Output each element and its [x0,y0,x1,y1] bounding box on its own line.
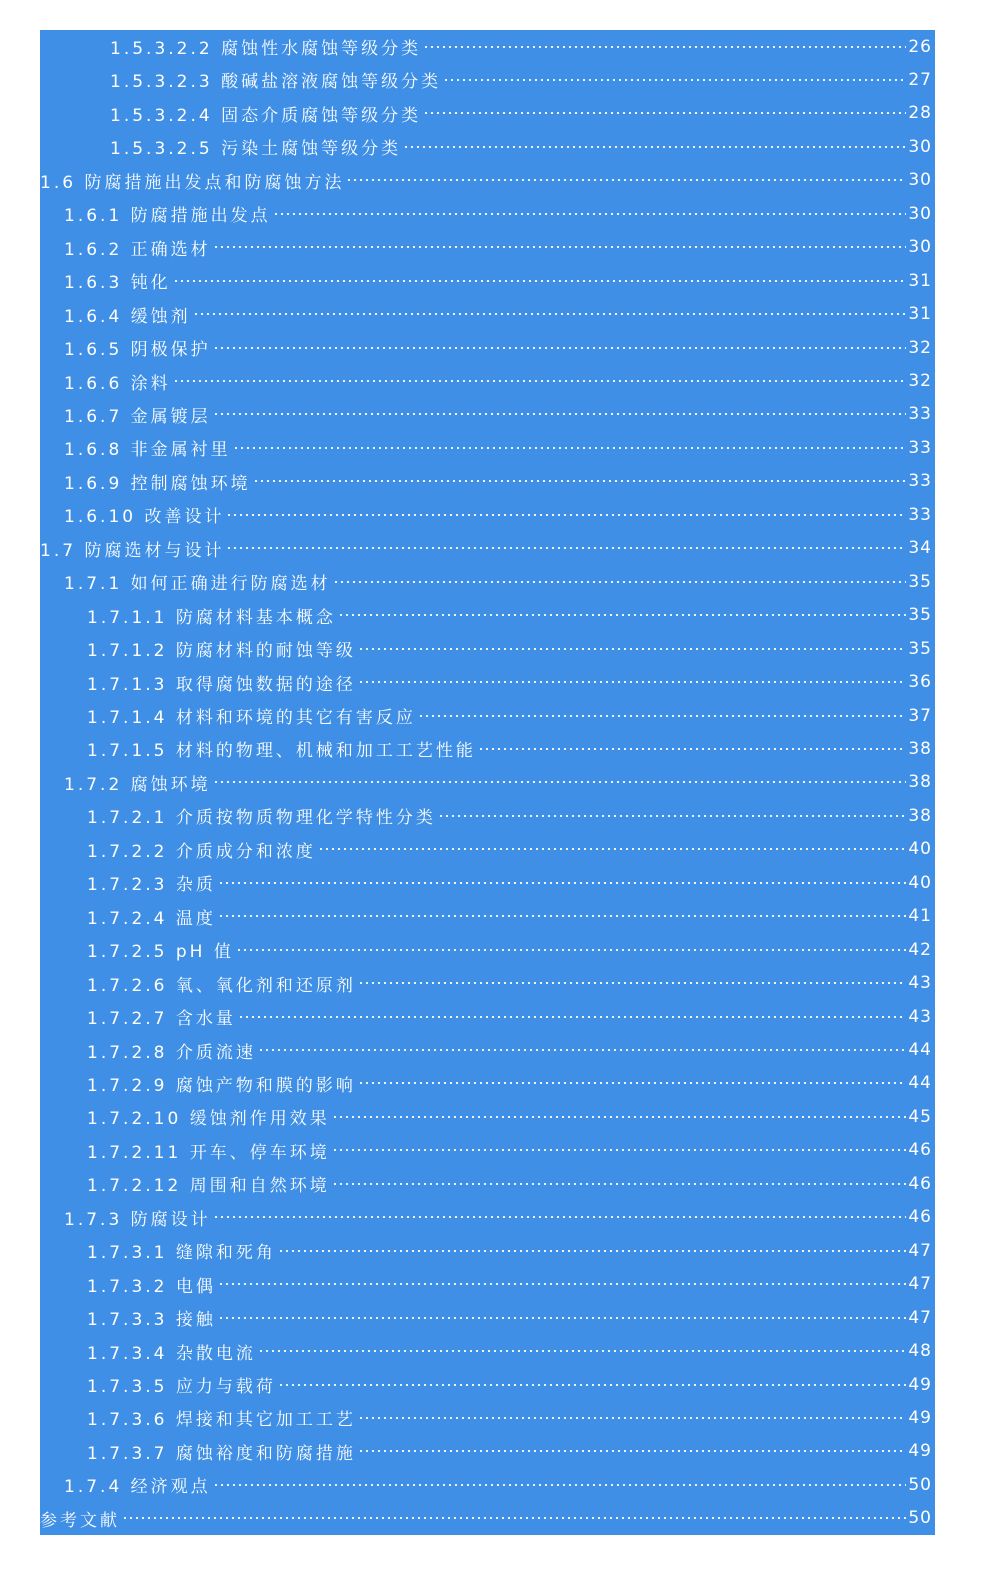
dot-leader [443,79,906,81]
toc-entry-title: 1.6.6 涂料 [64,373,171,394]
dot-leader [218,1283,906,1285]
toc-entry[interactable] [40,799,935,832]
toc-entry-title: 1.7.2.4 温度 [87,908,216,929]
toc-entry-page-number: 47 [908,1307,932,1328]
toc-entry[interactable] [40,1335,935,1368]
dot-leader [173,380,907,382]
toc-entry-title: 1.7.2.3 杂质 [87,875,216,896]
dot-leader [238,1016,906,1018]
toc-entry-page-number: 50 [908,1508,932,1529]
toc-entry-title: 1.7.3.6 焊接和其它加工工艺 [87,1410,356,1431]
toc-entry-title: 1.7.3 防腐设计 [64,1209,211,1230]
toc-entry-page-number: 46 [908,1207,932,1228]
dot-leader [423,46,906,48]
toc-entry-title: 1.7.2.9 腐蚀产物和膜的影响 [87,1075,356,1096]
toc-entry[interactable] [40,130,935,163]
toc-entry-title: 1.6.7 金属镀层 [64,406,211,427]
toc-entry[interactable] [40,498,935,531]
toc-entry-page-number: 28 [908,103,932,124]
toc-entry-page-number: 49 [908,1441,932,1462]
toc-entry[interactable] [40,164,935,197]
dot-leader [193,313,907,315]
toc-entry[interactable] [40,900,935,933]
toc-entry[interactable] [40,866,935,899]
toc-entry-page-number: 49 [908,1374,932,1395]
dot-leader [478,748,906,750]
dot-leader [226,514,906,516]
toc-entry[interactable] [40,63,935,96]
dot-leader [218,1317,906,1319]
toc-entry-page-number: 46 [908,1140,932,1161]
toc-entry-title: 1.6.8 非金属衬里 [64,440,231,461]
toc-entry-title: 1.7.4 经济观点 [64,1477,211,1498]
toc-entry-page-number: 34 [908,538,932,559]
toc-entry-title: 1.6.9 控制腐蚀环境 [64,473,251,494]
toc-entry[interactable] [40,833,935,866]
toc-entry-page-number: 41 [908,906,932,927]
toc-entry-page-number: 44 [908,1040,932,1060]
toc-entry-title: 1.5.3.2.2 腐蚀性水腐蚀等级分类 [110,39,422,59]
toc-entry-page-number: 32 [908,371,932,391]
dot-leader [423,112,906,114]
dot-leader [213,246,907,248]
dot-leader [332,1116,907,1118]
toc-entry-title: 1.7.1.1 防腐材料基本概念 [87,607,336,628]
dot-leader [438,815,906,817]
toc-entry-title: 1.6.10 改善设计 [64,507,225,528]
toc-entry-title: 1.7.2.8 介质流速 [87,1042,256,1063]
dot-leader [358,681,906,683]
toc-entry-page-number: 36 [908,672,932,693]
toc-entry[interactable] [40,632,935,665]
toc-entry-page-number: 40 [908,839,932,860]
toc-entry[interactable] [40,298,935,331]
table-of-contents [40,30,935,1535]
toc-entry[interactable] [40,1468,935,1501]
toc-entry[interactable] [40,1067,935,1100]
toc-entry[interactable] [40,197,935,230]
toc-entry[interactable] [40,532,935,565]
dot-leader [233,447,907,449]
toc-entry-title: 1.6.4 缓蚀剂 [64,306,191,327]
toc-entry-page-number: 49 [908,1407,932,1428]
toc-entry-title: 1.7.2.5 pH 值 [87,942,234,963]
toc-entry[interactable] [40,1401,935,1434]
toc-entry-title: 1.7.2.12 周围和自然环境 [87,1176,330,1197]
toc-entry-page-number: 35 [908,605,932,626]
dot-leader [213,1216,907,1218]
dot-leader [332,1149,907,1151]
dot-leader [213,781,907,783]
toc-entry[interactable] [40,331,935,364]
toc-entry-title: 1.7.1.4 材料和环境的其它有害反应 [87,708,416,728]
toc-entry-page-number: 38 [908,738,932,759]
dot-leader [332,1183,907,1185]
dot-leader [358,1082,906,1084]
toc-entry-page-number: 30 [908,170,932,191]
toc-entry-title: 1.7.3.1 缝隙和死角 [87,1243,276,1264]
toc-entry-page-number: 30 [908,237,932,258]
toc-entry-title: 1.7 防腐选材与设计 [40,540,225,561]
dot-leader [173,280,907,282]
dot-leader [318,848,906,850]
toc-entry-title: 1.7.2.7 含水量 [87,1009,236,1030]
dot-leader [346,179,906,181]
toc-entry-page-number: 47 [908,1274,932,1295]
toc-entry-page-number: 30 [908,203,932,224]
dot-leader [218,915,906,917]
toc-entry-title: 1.6.5 阴极保护 [64,340,211,361]
toc-entry[interactable] [40,264,935,297]
toc-entry-page-number: 38 [908,805,932,826]
dot-leader [236,949,907,951]
toc-entry-title: 1.7.2.10 缓蚀剂作用效果 [87,1109,330,1130]
toc-entry-page-number: 35 [908,638,932,659]
toc-entry-page-number: 33 [908,504,932,525]
toc-entry-title: 1.6 防腐措施出发点和防腐蚀方法 [40,172,345,193]
toc-entry-title: 1.7.3.7 腐蚀裕度和防腐措施 [87,1443,356,1464]
dot-leader [338,614,906,616]
toc-entry-page-number: 31 [908,304,932,325]
toc-entry[interactable] [40,1034,935,1067]
toc-entry-page-number: 38 [908,772,932,793]
toc-entry-title: 1.5.3.2.5 污染土腐蚀等级分类 [110,139,402,160]
toc-entry-title: 1.6.2 正确选材 [64,239,211,260]
toc-entry-title: 1.7.2.6 氧、氧化剂和还原剂 [87,975,356,996]
dot-leader [213,347,907,349]
toc-entry[interactable] [40,465,935,498]
toc-entry[interactable] [40,1435,935,1468]
dot-leader [278,1384,906,1386]
toc-entry[interactable] [40,1268,935,1301]
toc-entry-title: 1.7.3.5 应力与载荷 [87,1377,276,1397]
dot-leader [122,1517,906,1519]
toc-entry[interactable] [40,1000,935,1033]
toc-entry-title: 1.7.3.3 接触 [87,1310,216,1331]
toc-entry[interactable] [40,1167,935,1200]
toc-entry-title: 1.7.1.3 取得腐蚀数据的途径 [87,674,356,695]
toc-entry-page-number: 33 [908,404,932,425]
toc-entry-page-number: 35 [908,571,932,592]
dot-leader [358,1450,906,1452]
toc-entry-page-number: 50 [908,1474,932,1495]
dot-leader [213,413,907,415]
dot-leader [258,1350,906,1352]
toc-entry-page-number: 26 [908,36,932,57]
toc-entry-page-number: 40 [908,872,932,893]
toc-entry[interactable] [40,431,935,464]
toc-entry[interactable] [40,1301,935,1334]
toc-entry-title: 1.6.3 钝化 [64,273,171,294]
toc-entry[interactable] [40,1502,935,1535]
toc-entry-title: 1.7.3.4 杂散电流 [87,1343,256,1364]
dot-leader [213,1484,907,1486]
dot-leader [358,648,906,650]
toc-entry[interactable] [40,599,935,632]
toc-entry[interactable] [40,1234,935,1267]
toc-entry-page-number: 42 [908,939,932,960]
toc-entry-title: 1.7.1 如何正确进行防腐选材 [64,574,331,595]
dot-leader [418,715,906,717]
toc-entry[interactable] [40,1201,935,1234]
toc-entry[interactable] [40,1100,935,1133]
toc-entry-page-number: 37 [908,705,932,726]
dot-leader [403,146,906,148]
toc-entry[interactable] [40,1134,935,1167]
toc-entry[interactable] [40,666,935,699]
toc-entry-page-number: 43 [908,973,932,994]
dot-leader [358,982,906,984]
toc-entry-page-number: 27 [908,69,932,90]
dot-leader [253,480,907,482]
toc-entry[interactable] [40,30,935,63]
toc-entry-title: 1.7.3.2 电偶 [87,1276,216,1297]
toc-entry[interactable] [40,398,935,431]
toc-entry[interactable] [40,766,935,799]
toc-entry-page-number: 31 [908,270,932,291]
toc-entry[interactable] [40,565,935,598]
toc-entry[interactable] [40,933,935,966]
dot-leader [333,581,907,583]
dot-leader [278,1250,906,1252]
toc-entry-title: 1.7.2.11 开车、停车环境 [87,1142,330,1163]
dot-leader [218,882,906,884]
toc-entry[interactable] [40,365,935,398]
toc-entry-page-number: 44 [908,1073,932,1094]
toc-entry-title: 1.7.1.2 防腐材料的耐蚀等级 [87,641,356,662]
toc-entry-title: 1.7.1.5 材料的物理、机械和加工工艺性能 [87,741,476,762]
toc-entry-title: 1.7.2.2 介质成分和浓度 [87,841,316,862]
toc-entry-page-number: 46 [908,1173,932,1194]
toc-entry-page-number: 32 [908,337,932,358]
toc-entry-page-number: 33 [908,471,932,492]
toc-entry[interactable] [40,699,935,732]
dot-leader [358,1417,906,1419]
toc-entry-title: 1.5.3.2.3 酸碱盐溶液腐蚀等级分类 [110,72,442,93]
dot-leader [273,213,907,215]
toc-entry[interactable] [40,732,935,765]
toc-entry[interactable] [40,967,935,1000]
toc-entry-page-number: 33 [908,437,932,458]
dot-leader [258,1049,906,1051]
toc-entry[interactable] [40,1368,935,1401]
toc-entry-title: 1.7.2 腐蚀环境 [64,774,211,795]
toc-entry-title: 1.6.1 防腐措施出发点 [64,206,271,227]
toc-entry-page-number: 30 [908,136,932,157]
dot-leader [226,547,906,549]
toc-entry-title: 参考文献 [40,1510,120,1531]
toc-entry-page-number: 45 [908,1106,932,1127]
toc-entry-title: 1.5.3.2.4 固态介质腐蚀等级分类 [110,105,422,126]
toc-entry-page-number: 43 [908,1006,932,1027]
toc-entry-page-number: 47 [908,1240,932,1261]
toc-entry[interactable] [40,97,935,130]
toc-entry[interactable] [40,231,935,264]
toc-entry-page-number: 48 [908,1341,932,1362]
toc-entry-title: 1.7.2.1 介质按物质物理化学特性分类 [87,808,436,829]
